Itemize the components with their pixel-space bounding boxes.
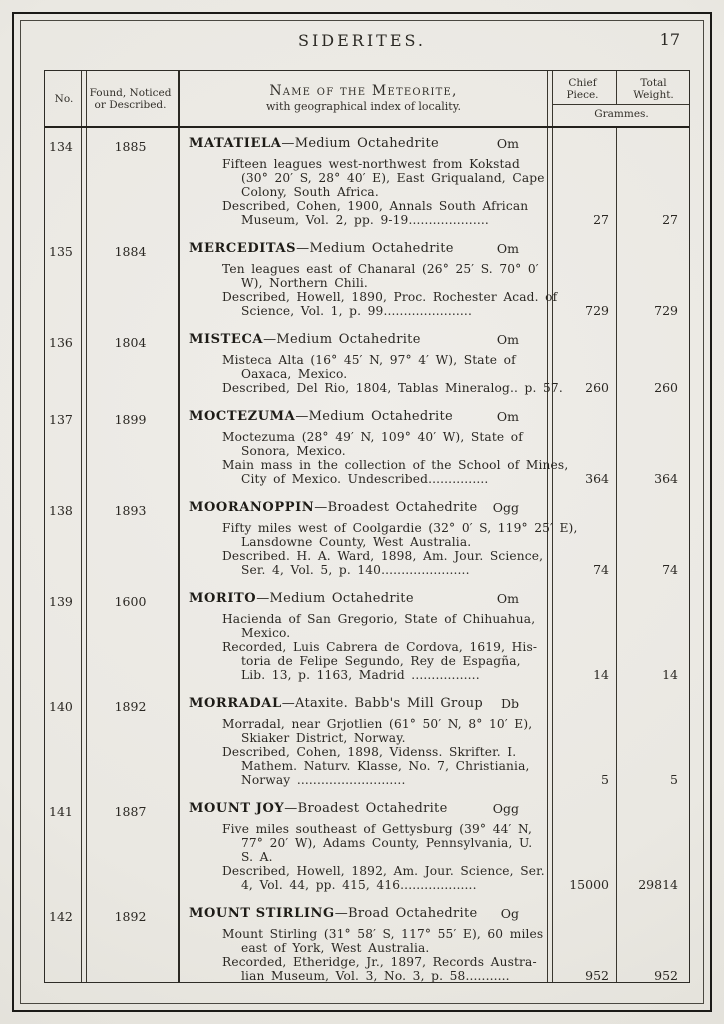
page-number: 17: [659, 30, 680, 49]
header-total-line2: Weight.: [633, 89, 674, 101]
meteorite-type: —Medium Octahedrite: [281, 136, 440, 151]
description-line: Mathem. Naturv. Klasse, No. 7, Christiania,: [241, 759, 530, 773]
row-year: 1892: [114, 699, 147, 714]
table-row: [45, 492, 689, 583]
meteorite-type: —Broadest Octahedrite: [314, 500, 478, 515]
chief-piece-value: 364: [585, 471, 609, 486]
description-line: Recorded, Luis Cabrera de Cordova, 1619, His-: [222, 640, 538, 654]
description-line: Moctezuma (28° 49′ N, 109° 40′ W), State of: [222, 430, 523, 444]
description-line: Fifteen leagues west-northwest from Kokstad: [222, 157, 520, 171]
meteorite-structure-symbol: Om: [496, 409, 519, 424]
description-line: Sonora, Mexico.: [241, 444, 346, 458]
row-number: 134: [49, 139, 73, 154]
meteorite-name-line: [189, 409, 547, 425]
total-weight-value: 14: [662, 667, 678, 682]
meteorite-type: —Ataxite. Babb's Mill Group: [281, 696, 483, 711]
meteorite-name: MATATIELA: [189, 136, 282, 151]
description-line: Five miles southeast of Gettysburg (39° 44′ N,: [222, 822, 533, 836]
chief-piece-value: 260: [585, 380, 609, 395]
table-row: [45, 688, 689, 793]
meteorite-structure-symbol: Om: [496, 241, 519, 256]
description-line: 4, Vol. 44, pp. 415, 416...................: [241, 878, 477, 892]
meteorite-type: —Medium Octahedrite: [296, 241, 454, 256]
description-line: Hacienda of San Gregorio, State of Chihuahua,: [222, 612, 536, 626]
header-total-line1: Total: [640, 77, 667, 89]
row-entry: [178, 136, 549, 227]
description-line: Ten leagues east of Chanaral (26° 25′ S. 70° 0′: [222, 262, 539, 276]
meteorite-name: MOUNT JOY: [189, 801, 285, 816]
table-body: [45, 128, 689, 982]
header-name-line2: with geographical index of locality.: [266, 100, 461, 113]
header-total-weight: [616, 71, 690, 105]
row-number: 135: [49, 244, 73, 259]
description-line: Main mass in the collection of the School of Mines,: [222, 458, 569, 472]
chief-piece-value: 952: [585, 968, 609, 983]
meteorite-structure-symbol: Om: [496, 332, 519, 347]
row-entry: [178, 409, 569, 486]
row-entry: [178, 801, 549, 892]
row-year: 1804: [114, 335, 147, 350]
table-row: [45, 233, 689, 324]
row-number: 141: [49, 804, 73, 819]
description-line: Misteca Alta (16° 45′ N, 97° 4′ W), State of: [222, 353, 516, 367]
description-line: Mexico.: [241, 626, 291, 640]
header-found-line1: Found, Noticed: [89, 86, 172, 99]
meteorite-name: MORRADAL: [189, 696, 282, 711]
row-number: 137: [49, 412, 73, 427]
table-row: [45, 324, 689, 401]
description-line: S. A.: [241, 850, 273, 864]
meteorite-description: [222, 612, 547, 682]
header-found: [83, 71, 178, 126]
meteorite-description: [222, 927, 547, 983]
meteorite-description: [222, 822, 547, 892]
meteorite-structure-symbol: Om: [496, 591, 519, 606]
meteorite-structure-symbol: Ogg: [492, 500, 519, 515]
chief-piece-value: 729: [585, 303, 609, 318]
row-number: 140: [49, 699, 73, 714]
description-line: Fifty miles west of Coolgardie (32° 0′ S, 119° 25′ E),: [222, 521, 578, 535]
description-line: Described, Cohen, 1900, Annals South African: [222, 199, 529, 213]
description-line: Morradal, near Grjotlien (61° 50′ N, 8° 10′ E),: [222, 717, 533, 731]
description-line: east of York, West Australia.: [241, 941, 430, 955]
meteorite-table: [44, 70, 690, 983]
meteorite-name-line: [189, 801, 547, 817]
table-row: [45, 898, 689, 983]
total-weight-value: 29814: [638, 877, 678, 892]
row-entry: [178, 241, 558, 318]
chief-piece-value: 74: [593, 562, 609, 577]
description-line: Mount Stirling (31° 58′ S, 117° 55′ E), 60 miles: [222, 927, 544, 941]
row-entry: [178, 332, 563, 395]
description-line: Described, Del Rio, 1804, Tablas Mineralog.. p. 57.: [222, 381, 563, 395]
description-line: lian Museum, Vol. 3, No. 3, p. 58...........: [241, 969, 510, 983]
meteorite-structure-symbol: Og: [500, 906, 519, 921]
row-entry: [178, 591, 549, 682]
row-number: 136: [49, 335, 73, 350]
page-title: SIDERITES.: [298, 31, 426, 50]
description-line: Described, Howell, 1890, Proc. Rochester Acad. of: [222, 290, 558, 304]
meteorite-type: —Medium Octahedrite: [263, 332, 421, 347]
meteorite-name: MOUNT STIRLING: [189, 906, 335, 921]
meteorite-structure-symbol: Ogg: [492, 801, 519, 816]
total-weight-value: 952: [654, 968, 678, 983]
description-line: Colony, South Africa.: [241, 185, 379, 199]
meteorite-name-line: [189, 906, 547, 922]
row-number: 138: [49, 503, 73, 518]
meteorite-description: [222, 353, 563, 395]
meteorite-description: [222, 521, 578, 577]
description-line: City of Mexico. Undescribed...............: [241, 472, 489, 486]
header-chief-line2: Piece.: [566, 89, 599, 101]
header-units: Grammes.: [594, 108, 649, 120]
meteorite-type: —Medium Octahedrite: [256, 591, 414, 606]
description-line: 77° 20′ W), Adams County, Pennsylvania, U.: [241, 836, 533, 850]
chief-piece-value: 27: [593, 212, 609, 227]
meteorite-name: MISTECA: [189, 332, 264, 347]
table-row: [45, 401, 689, 492]
header-chief-piece: [549, 71, 616, 105]
meteorite-name: MORITO: [189, 591, 257, 606]
header-no-label: No.: [54, 92, 74, 105]
description-line: Science, Vol. 1, p. 99......................: [241, 304, 472, 318]
header-chief-line1: Chief: [568, 77, 597, 89]
header-no: [45, 71, 83, 126]
meteorite-structure-symbol: Db: [500, 696, 519, 711]
header-name: [178, 71, 549, 126]
table-row: [45, 128, 689, 233]
total-weight-value: 729: [654, 303, 678, 318]
row-year: 1600: [114, 594, 147, 609]
total-weight-value: 27: [662, 212, 678, 227]
meteorite-name-line: [189, 500, 547, 516]
meteorite-description: [222, 430, 569, 486]
meteorite-structure-symbol: Om: [496, 136, 519, 151]
total-weight-value: 364: [654, 471, 678, 486]
description-line: Described, Cohen, 1898, Videnss. Skrifter. I.: [222, 745, 517, 759]
description-line: Recorded, Etheridge, Jr., 1897, Records Austra-: [222, 955, 537, 969]
row-number: 139: [49, 594, 73, 609]
meteorite-name-line: [189, 696, 547, 712]
chief-piece-value: 14: [593, 667, 609, 682]
meteorite-type: —Broadest Octahedrite: [284, 801, 448, 816]
row-year: 1893: [114, 503, 147, 518]
description-line: W), Northern Chili.: [241, 276, 368, 290]
meteorite-type: —Medium Octahedrite: [295, 409, 453, 424]
meteorite-type: —Broad Octahedrite: [334, 906, 478, 921]
header-found-line2: or Described.: [94, 98, 167, 111]
description-line: Ser. 4, Vol. 5, p. 140......................: [241, 563, 470, 577]
row-year: 1892: [114, 909, 147, 924]
meteorite-name: MOCTEZUMA: [189, 409, 296, 424]
total-weight-value: 74: [662, 562, 678, 577]
row-year: 1884: [114, 244, 147, 259]
total-weight-value: 5: [670, 772, 678, 787]
meteorite-name-line: [189, 241, 547, 257]
row-entry: [178, 906, 549, 983]
row-entry: [178, 696, 549, 787]
table-row: [45, 793, 689, 898]
chief-piece-value: 15000: [569, 877, 609, 892]
description-line: Described. H. A. Ward, 1898, Am. Jour. Science,: [222, 549, 544, 563]
meteorite-name-line: [189, 136, 547, 152]
description-line: Oaxaca, Mexico.: [241, 367, 348, 381]
row-entry: [178, 500, 578, 577]
meteorite-name-line: [189, 332, 547, 348]
header-name-line1: Name of the Meteorite,: [269, 83, 458, 99]
meteorite-name-line: [189, 591, 547, 607]
table-row: [45, 583, 689, 688]
description-line: Lansdowne County, West Australia.: [241, 535, 472, 549]
row-year: 1885: [114, 139, 147, 154]
meteorite-description: [222, 262, 558, 318]
description-line: (30° 20′ S, 28° 40′ E), East Griqualand, Cape: [241, 171, 545, 185]
meteorite-name: MOORANOPPIN: [189, 500, 315, 515]
total-weight-value: 260: [654, 380, 678, 395]
row-number: 142: [49, 909, 73, 924]
meteorite-name: MERCEDITAS: [189, 241, 297, 256]
description-line: Museum, Vol. 2, pp. 9-19....................: [241, 213, 489, 227]
row-year: 1887: [114, 804, 147, 819]
description-line: Skiaker District, Norway.: [241, 731, 406, 745]
chief-piece-value: 5: [601, 772, 609, 787]
row-year: 1899: [114, 412, 147, 427]
description-line: Described, Howell, 1892, Am. Jour. Science, Ser.: [222, 864, 545, 878]
description-line: toria de Felipe Segundo, Rey de Espagña,: [241, 654, 521, 668]
description-line: Norway ...........................: [241, 773, 406, 787]
meteorite-description: [222, 157, 547, 227]
meteorite-description: [222, 717, 547, 787]
description-line: Lib. 13, p. 1163, Madrid .................: [241, 668, 480, 682]
